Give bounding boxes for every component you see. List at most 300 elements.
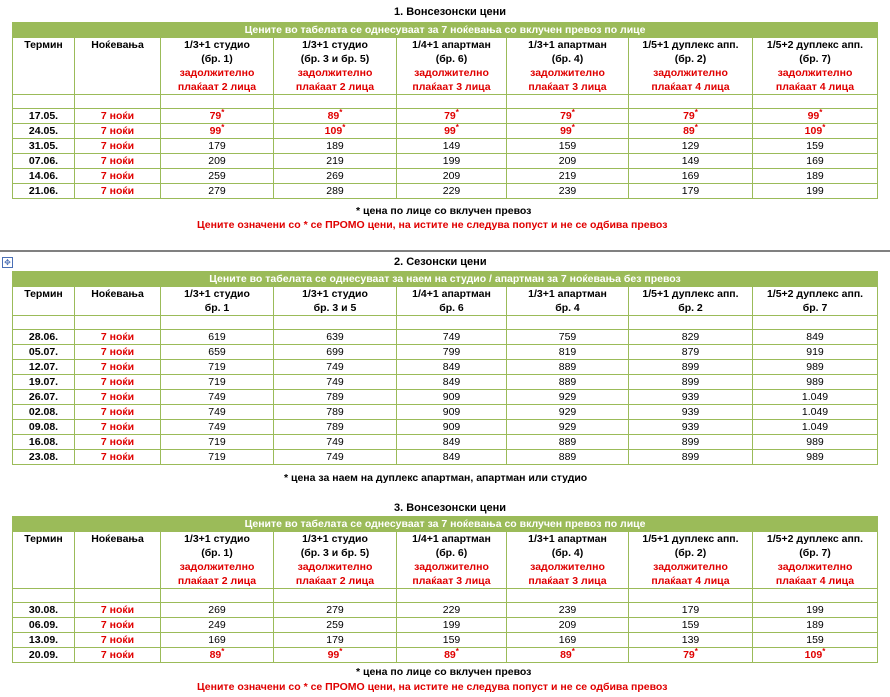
- header-line2: (бр. 7): [799, 547, 831, 559]
- price-cell: [161, 450, 274, 465]
- price-cell: [753, 124, 878, 139]
- price-cell: [629, 435, 753, 450]
- price-value: 279: [326, 604, 344, 616]
- price-cell: [507, 420, 629, 435]
- price-cell: [274, 109, 397, 124]
- price-cell: [161, 169, 274, 184]
- row-nights: 7 ноќи: [75, 450, 161, 465]
- header-line2: бр. 6: [439, 302, 464, 314]
- promo-asterisk: *: [694, 123, 698, 132]
- promo-asterisk: *: [571, 647, 575, 656]
- price-value: 99: [209, 125, 222, 137]
- price-cell: [397, 139, 507, 154]
- table-row: [13, 420, 878, 435]
- table-spacer-row: [13, 589, 878, 603]
- price-cell: [274, 345, 397, 360]
- price-value: 209: [442, 170, 461, 182]
- header-line1: 1/3+1 студио: [302, 39, 368, 51]
- price-cell: [507, 360, 629, 375]
- header-line2: [15, 546, 72, 560]
- price-value: 749: [326, 376, 344, 388]
- price-value: 89: [683, 125, 695, 137]
- price-value: 209: [208, 155, 226, 167]
- header-line1: 1/4+1 апартман: [412, 533, 491, 545]
- promo-asterisk: *: [694, 108, 698, 117]
- promo-asterisk: *: [221, 647, 225, 656]
- header-line2: [15, 52, 72, 66]
- price-cell: [397, 375, 507, 390]
- header-req2: плаќаат 3 лица: [412, 575, 491, 587]
- column-header: [274, 38, 397, 95]
- price-value: 989: [806, 376, 824, 388]
- spacer-cell: [397, 316, 507, 330]
- row-nights: 7 ноќи: [75, 345, 161, 360]
- header-line1: 1/3+1 студио: [184, 39, 250, 51]
- price-cell: [507, 154, 629, 169]
- header-line1: Термин: [24, 288, 63, 300]
- section-2-note-asterisk: * цена за наем на дуплекс апартман, апартман или студио: [284, 472, 588, 484]
- price-value: 939: [681, 421, 700, 433]
- price-value: 659: [208, 346, 226, 358]
- price-cell: [161, 420, 274, 435]
- price-cell: [753, 109, 878, 124]
- spacer-cell: [629, 95, 753, 109]
- price-cell: [274, 633, 397, 648]
- row-date: 16.08.: [13, 435, 75, 450]
- price-cell: [629, 124, 753, 139]
- price-value: 889: [558, 376, 577, 388]
- column-header: [161, 532, 274, 589]
- price-cell: [161, 330, 274, 345]
- price-value: 909: [442, 406, 461, 418]
- promo-asterisk: *: [339, 647, 343, 656]
- header-line1: Термин: [24, 533, 63, 545]
- promo-asterisk: *: [571, 123, 575, 132]
- price-value: 239: [558, 604, 577, 616]
- table-row: [13, 109, 878, 124]
- price-value: 749: [326, 436, 344, 448]
- price-value: 89: [444, 649, 456, 661]
- header-req1: задолжително: [414, 67, 489, 79]
- table-row: [13, 330, 878, 345]
- column-header: [274, 532, 397, 589]
- header-line2: (бр. 2): [674, 547, 707, 559]
- column-header: [507, 287, 629, 316]
- column-header: [753, 287, 878, 316]
- row-nights: 7 ноќи: [75, 618, 161, 633]
- price-value: 149: [442, 140, 461, 152]
- row-date: 20.09.: [13, 648, 75, 663]
- promo-asterisk: *: [221, 108, 225, 117]
- price-value: 719: [208, 436, 226, 448]
- header-req2: плаќаат 4 лица: [775, 575, 855, 587]
- row-date: 17.05.: [13, 109, 75, 124]
- header-line2: (бр. 3 и бр. 5): [300, 53, 370, 65]
- row-date: 28.06.: [13, 330, 75, 345]
- table-row: [13, 184, 878, 199]
- price-value: 929: [558, 406, 577, 418]
- header-line2: (бр. 6): [435, 53, 468, 65]
- row-nights: 7 ноќи: [75, 375, 161, 390]
- promo-asterisk: *: [571, 108, 575, 117]
- price-value: 899: [681, 361, 700, 373]
- row-date: 07.06.: [13, 154, 75, 169]
- price-value: 199: [806, 185, 824, 197]
- table-row: [13, 360, 878, 375]
- price-value: 749: [208, 391, 226, 403]
- table-banner: Цените во табелата се однесуваат за 7 ноќевања со вклучен превоз по лице: [13, 517, 878, 532]
- price-cell: [629, 184, 753, 199]
- price-cell: [161, 154, 274, 169]
- price-value: 989: [806, 451, 824, 463]
- column-header: [13, 38, 75, 95]
- price-value: 719: [208, 376, 226, 388]
- price-cell: [753, 450, 878, 465]
- header-line1: 1/3+1 студио: [184, 533, 250, 545]
- price-cell: [397, 450, 507, 465]
- price-cell: [397, 603, 507, 618]
- price-cell: [274, 390, 397, 405]
- price-value: 249: [208, 619, 226, 631]
- spacer-cell: [13, 95, 75, 109]
- price-cell: [753, 360, 878, 375]
- header-req1: задолжително: [653, 561, 728, 573]
- table-banner: Цените во табелата се однесуваат за 7 ноќевања со вклучен превоз по лице: [13, 23, 878, 38]
- price-value: 179: [208, 140, 226, 152]
- column-header: [274, 287, 397, 316]
- section-3-note-asterisk: * цена по лице со вклучен превоз: [356, 666, 532, 678]
- price-cell: [397, 109, 507, 124]
- price-cell: [397, 390, 507, 405]
- price-cell: [507, 375, 629, 390]
- header-line1: 1/5+1 дуплекс апп.: [642, 39, 739, 51]
- price-value: 789: [326, 406, 344, 418]
- price-value: 1.049: [801, 406, 829, 418]
- column-header: [753, 38, 878, 95]
- header-line2: [15, 301, 72, 315]
- price-value: 929: [558, 421, 577, 433]
- price-cell: [507, 184, 629, 199]
- price-cell: [161, 390, 274, 405]
- column-header: [629, 532, 753, 589]
- price-value: 879: [681, 346, 700, 358]
- price-value: 109: [804, 125, 823, 137]
- header-line2: [77, 546, 158, 560]
- header-req2: плаќаат 2 лица: [177, 81, 257, 93]
- row-nights: 7 ноќи: [75, 648, 161, 663]
- table-row: [13, 450, 878, 465]
- price-cell: [274, 450, 397, 465]
- header-req2: [77, 80, 158, 94]
- spacer-cell: [274, 589, 397, 603]
- header-req1: задолжително: [179, 561, 255, 573]
- price-cell: [507, 169, 629, 184]
- price-value: 159: [806, 634, 824, 646]
- row-date: 02.08.: [13, 405, 75, 420]
- price-value: 149: [681, 155, 700, 167]
- price-cell: [161, 648, 274, 663]
- column-header: [507, 532, 629, 589]
- price-value: 849: [442, 361, 461, 373]
- price-cell: [397, 184, 507, 199]
- price-value: 889: [558, 451, 577, 463]
- price-cell: [161, 345, 274, 360]
- price-value: 989: [806, 436, 824, 448]
- move-arrows-icon[interactable]: ✥: [2, 257, 13, 268]
- price-value: 99: [807, 110, 820, 122]
- price-cell: [397, 345, 507, 360]
- row-date: 06.09.: [13, 618, 75, 633]
- price-cell: [397, 435, 507, 450]
- price-value: 219: [326, 155, 344, 167]
- price-value: 159: [442, 634, 461, 646]
- price-value: 169: [806, 155, 824, 167]
- price-cell: [753, 618, 878, 633]
- price-cell: [753, 648, 878, 663]
- price-value: 909: [442, 391, 461, 403]
- spacer-cell: [397, 95, 507, 109]
- header-line2: (бр. 4): [551, 53, 584, 65]
- price-cell: [507, 618, 629, 633]
- price-value: 79: [683, 110, 695, 122]
- price-value: 749: [326, 361, 344, 373]
- price-cell: [629, 405, 753, 420]
- spacer-cell: [75, 589, 161, 603]
- row-nights: 7 ноќи: [75, 390, 161, 405]
- header-line1: 1/3+1 апартман: [528, 533, 607, 545]
- row-date: 05.07.: [13, 345, 75, 360]
- price-cell: [274, 139, 397, 154]
- header-req2: плаќаат 2 лица: [295, 575, 375, 587]
- table-header-row: [13, 287, 878, 316]
- price-value: 189: [806, 170, 824, 182]
- header-req1: задолжително: [653, 67, 728, 79]
- row-date: 23.08.: [13, 450, 75, 465]
- header-req1: задолжително: [414, 561, 489, 573]
- price-value: 749: [326, 451, 344, 463]
- table-row: [13, 139, 878, 154]
- price-cell: [274, 124, 397, 139]
- price-value: 269: [326, 170, 344, 182]
- table-row: [13, 603, 878, 618]
- row-date: 26.07.: [13, 390, 75, 405]
- price-value: 99: [444, 125, 456, 137]
- column-header: [75, 532, 161, 589]
- price-value: 939: [681, 391, 700, 403]
- price-value: 829: [681, 331, 700, 343]
- spacer-cell: [629, 589, 753, 603]
- header-req2: плаќаат 3 лица: [412, 81, 491, 93]
- price-value: 79: [444, 110, 456, 122]
- price-cell: [274, 618, 397, 633]
- price-value: 199: [442, 619, 461, 631]
- price-cell: [753, 330, 878, 345]
- price-cell: [629, 360, 753, 375]
- header-req2: [77, 574, 158, 588]
- price-value: 899: [681, 376, 700, 388]
- promo-asterisk: *: [822, 647, 826, 656]
- row-nights: 7 ноќи: [75, 184, 161, 199]
- price-value: 99: [560, 125, 572, 137]
- price-cell: [397, 648, 507, 663]
- row-nights: 7 ноќи: [75, 435, 161, 450]
- row-nights: 7 ноќи: [75, 109, 161, 124]
- price-value: 79: [683, 649, 695, 661]
- price-value: 789: [326, 391, 344, 403]
- price-cell: [753, 345, 878, 360]
- spacer-cell: [161, 316, 274, 330]
- price-value: 239: [558, 185, 577, 197]
- table-header-row: [13, 532, 878, 589]
- header-line2: [77, 52, 158, 66]
- price-value: 819: [558, 346, 577, 358]
- spacer-cell: [161, 95, 274, 109]
- price-value: 169: [681, 170, 700, 182]
- table-row: [13, 618, 878, 633]
- price-value: 229: [442, 185, 461, 197]
- price-cell: [629, 330, 753, 345]
- price-cell: [507, 633, 629, 648]
- header-req2: плаќаат 4 лица: [651, 81, 730, 93]
- header-line1: Ноќевања: [91, 288, 144, 300]
- price-value: 989: [806, 361, 824, 373]
- price-cell: [629, 648, 753, 663]
- price-cell: [397, 405, 507, 420]
- price-cell: [274, 330, 397, 345]
- column-header: [507, 38, 629, 95]
- header-line2: (бр. 1): [201, 547, 233, 559]
- section-1-note-promo: Цените означени со * се ПРОМО цени, на истите не следува попуст и не се одбива превоз: [197, 219, 668, 231]
- price-value: 159: [681, 619, 700, 631]
- table-row: [13, 435, 878, 450]
- row-nights: 7 ноќи: [75, 633, 161, 648]
- price-cell: [629, 154, 753, 169]
- header-req1: задолжително: [530, 561, 605, 573]
- price-cell: [161, 375, 274, 390]
- price-value: 279: [208, 185, 226, 197]
- price-cell: [507, 405, 629, 420]
- price-value: 109: [324, 125, 343, 137]
- price-cell: [629, 603, 753, 618]
- price-value: 699: [326, 346, 344, 358]
- price-value: 1.049: [801, 421, 829, 433]
- promo-asterisk: *: [694, 647, 698, 656]
- promo-asterisk: *: [221, 123, 225, 132]
- header-line2: (бр. 3 и бр. 5): [300, 547, 370, 559]
- price-value: 129: [681, 140, 700, 152]
- column-header: [397, 38, 507, 95]
- spacer-cell: [161, 589, 274, 603]
- row-nights: 7 ноќи: [75, 360, 161, 375]
- table-banner-row: [13, 517, 878, 532]
- price-cell: [161, 360, 274, 375]
- price-value: 919: [806, 346, 824, 358]
- section-2-title: 2. Сезонски цени: [394, 256, 487, 268]
- price-value: 799: [442, 346, 461, 358]
- row-date: 24.05.: [13, 124, 75, 139]
- price-cell: [629, 420, 753, 435]
- promo-asterisk: *: [822, 123, 826, 132]
- price-value: 719: [208, 361, 226, 373]
- price-cell: [161, 124, 274, 139]
- price-value: 259: [208, 170, 226, 182]
- price-cell: [274, 405, 397, 420]
- header-line1: 1/5+2 дуплекс апп.: [766, 39, 864, 51]
- price-value: 849: [442, 436, 461, 448]
- spacer-cell: [75, 95, 161, 109]
- price-value: 209: [558, 155, 577, 167]
- promo-asterisk: *: [455, 123, 459, 132]
- price-cell: [753, 420, 878, 435]
- table-row: [13, 390, 878, 405]
- header-line1: 1/3+1 студио: [302, 288, 368, 300]
- price-cell: [397, 420, 507, 435]
- header-req2: плаќаат 4 лица: [775, 81, 855, 93]
- price-cell: [507, 109, 629, 124]
- row-date: 13.09.: [13, 633, 75, 648]
- price-cell: [397, 330, 507, 345]
- spacer-cell: [274, 95, 397, 109]
- column-header: [75, 287, 161, 316]
- price-cell: [753, 405, 878, 420]
- row-nights: 7 ноќи: [75, 139, 161, 154]
- price-value: 849: [442, 376, 461, 388]
- column-header: [397, 532, 507, 589]
- price-cell: [274, 420, 397, 435]
- price-cell: [753, 139, 878, 154]
- price-value: 789: [326, 421, 344, 433]
- price-value: 269: [208, 604, 226, 616]
- table-banner-row: [13, 272, 878, 287]
- price-cell: [753, 435, 878, 450]
- row-date: 21.06.: [13, 184, 75, 199]
- header-line2: (бр. 7): [799, 53, 831, 65]
- header-line1: 1/3+1 апартман: [528, 288, 607, 300]
- header-line1: 1/5+1 дуплекс апп.: [642, 288, 739, 300]
- price-value: 639: [326, 331, 344, 343]
- price-cell: [629, 345, 753, 360]
- column-header: [161, 38, 274, 95]
- price-value: 289: [326, 185, 344, 197]
- promo-asterisk: *: [342, 123, 346, 132]
- price-value: 229: [442, 604, 461, 616]
- header-req2: [15, 574, 72, 588]
- price-cell: [397, 618, 507, 633]
- price-cell: [274, 360, 397, 375]
- price-cell: [507, 435, 629, 450]
- price-cell: [397, 154, 507, 169]
- header-line2: бр. 2: [678, 302, 703, 314]
- row-date: 09.08.: [13, 420, 75, 435]
- header-line1: 1/5+2 дуплекс апп.: [766, 288, 864, 300]
- header-line2: бр. 3 и 5: [313, 302, 357, 314]
- price-cell: [274, 184, 397, 199]
- price-value: 929: [558, 391, 577, 403]
- table-row: [13, 169, 878, 184]
- row-nights: 7 ноќи: [75, 405, 161, 420]
- spacer-cell: [13, 589, 75, 603]
- header-line2: (бр. 2): [674, 53, 707, 65]
- row-nights: 7 ноќи: [75, 124, 161, 139]
- header-line1: Ноќевања: [91, 533, 144, 545]
- price-cell: [274, 603, 397, 618]
- price-cell: [161, 109, 274, 124]
- price-value: 1.049: [801, 391, 829, 403]
- header-line2: бр. 7: [802, 302, 828, 314]
- header-line1: 1/4+1 апартман: [412, 39, 491, 51]
- price-cell: [507, 139, 629, 154]
- price-value: 749: [208, 421, 226, 433]
